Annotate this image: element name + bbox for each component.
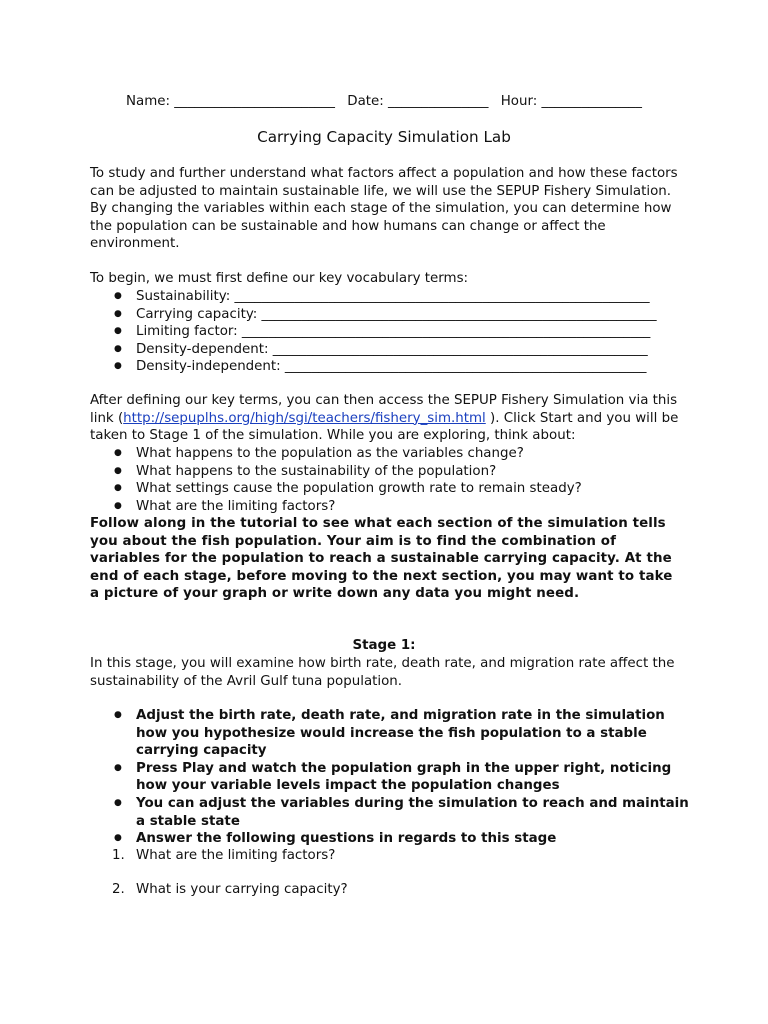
stage1-instruction: ● Answer the following questions in regards to this stage <box>90 830 690 848</box>
access-text-after: ). Click Start and you will be taken to Stage 1 of the simulation. While you are exploring, think about: <box>90 410 679 444</box>
question-number: 1. <box>112 848 125 863</box>
vocab-list <box>90 288 690 376</box>
intro-paragraph: To study and further understand what factors affect a population and how these factors can be adjusted to maintain sustainable life, we will use the SEPUP Fishery Simulation. By changing the variables within each stage of the simulation, you can determine how the population can be sustainable and how humans can change or affect the environment. <box>90 166 678 252</box>
simulation-link[interactable]: http://sepuplhs.org/high/sgi/teachers/fishery_sim.html <box>123 410 486 426</box>
vocab-term: ● Limiting factor: _____________________________________________________________ <box>90 323 690 341</box>
vocab-term: ● Density-dependent: ________________________________________________________ <box>90 341 690 359</box>
vocab-lead: To begin, we must first define our key vocabulary terms: <box>90 271 469 286</box>
stage1-instruction: ● Press Play and watch the population graph in the upper right, noticing how your variable levels impact the population changes <box>90 760 690 795</box>
stage1-instruction: ● Adjust the birth rate, death rate, and migration rate in the simulation how you hypothesize would increase the fish population to a stable carrying capacity <box>90 707 690 760</box>
document-title: Carrying Capacity Simulation Lab <box>257 128 511 146</box>
hour-field-label: Hour: _______________ <box>500 94 642 109</box>
access-text-before: After defining our key terms, you can then access the SEPUP Fishery Simulation via this link ( <box>90 393 678 426</box>
think-question: ● What happens to the population as the variables change? <box>90 445 690 463</box>
think-question: ● What are the limiting factors? <box>90 498 690 516</box>
vocab-term: ● Density-independent: ______________________________________________________ <box>90 358 690 376</box>
tutorial-instructions: Follow along in the tutorial to see what each section of the simulation tells you about the fish population. Your aim is to find the combination of variables for the population to reach a sustainable carrying capacity. At the end of each stage, before moving to the next section, you may want to take a picture of your graph or write down any data you might need. <box>90 516 673 602</box>
student-info-line <box>0 93 768 111</box>
question-number: 2. <box>112 882 125 897</box>
vocab-term: ● Sustainability: ______________________________________________________________ <box>90 288 690 306</box>
access-paragraph <box>90 392 682 445</box>
stage1-question-1 <box>90 847 690 865</box>
question-text: What is your carrying capacity? <box>136 882 348 897</box>
vocab-term: ● Carrying capacity: ___________________________________________________________ <box>90 306 690 324</box>
stage1-question-2 <box>90 881 690 899</box>
stage1-instructions <box>90 707 690 848</box>
question-text: What are the limiting factors? <box>136 848 336 863</box>
think-question: ● What happens to the sustainability of the population? <box>90 463 690 481</box>
stage1-heading: Stage 1: <box>352 638 416 653</box>
stage1-instruction: ● You can adjust the variables during the simulation to reach and maintain a stable state <box>90 795 690 830</box>
date-field-label: Date: _______________ <box>347 94 489 109</box>
stage1-intro: In this stage, you will examine how birth rate, death rate, and migration rate affect the sustainability of the Avril Gulf tuna population. <box>90 656 675 689</box>
think-about-list <box>90 445 690 515</box>
name-field-label: Name: ________________________ <box>126 94 335 109</box>
think-question: ● What settings cause the population growth rate to remain steady? <box>90 480 690 498</box>
